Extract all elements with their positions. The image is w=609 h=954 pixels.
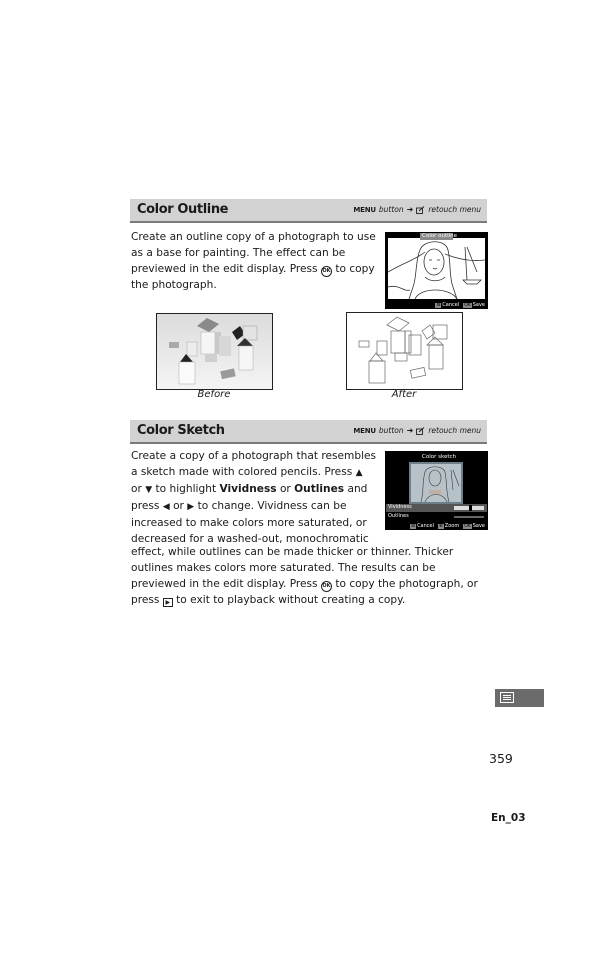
playback-button-icon: ▶: [163, 598, 173, 607]
vividness-slider-thumb[interactable]: [469, 505, 472, 511]
text-fragment: a sketch made with colored pencils. Press: [131, 466, 353, 478]
arrow-icon: ➜: [406, 205, 414, 214]
menu-button-label: MENU: [353, 426, 376, 435]
after-caption: After: [391, 389, 417, 400]
save-hint: [463, 523, 485, 529]
color-sketch-screen: [385, 451, 488, 530]
text-line: effect, while outlines can be made thicker or thinner. Thicker: [131, 546, 454, 558]
outlines-row[interactable]: [386, 513, 487, 521]
text-line: Create an outline copy of a photograph to use: [131, 231, 376, 243]
ok-button-icon: OK: [321, 581, 332, 592]
color-sketch-menu-path: [353, 426, 481, 435]
text-fragment: to exit to playback without creating a copy.: [176, 594, 406, 606]
text-fragment: press: [131, 594, 160, 606]
retouch-menu-label: retouch menu: [428, 205, 481, 214]
color-outline-screen: [385, 232, 488, 309]
color-sketch-screen-title: Color sketch: [422, 454, 457, 460]
page-number: 359: [489, 751, 513, 766]
save-hint: [463, 302, 485, 308]
color-sketch-description-full: [131, 544, 491, 608]
text-line: the photograph.: [131, 279, 217, 291]
save-label: Save: [472, 523, 485, 529]
retouch-menu-label: retouch menu: [428, 426, 481, 435]
retouch-menu-icon: [416, 206, 425, 214]
after-photo: [346, 312, 463, 390]
vividness-label: Vividness: [388, 504, 412, 510]
text-fragment: previewed in the edit display. Press: [131, 578, 318, 590]
before-photo: [156, 313, 273, 390]
cancel-label: Cancel: [442, 302, 460, 308]
ok-button-icon: OK: [464, 524, 471, 529]
vividness-slider[interactable]: [454, 506, 484, 510]
before-caption: Before: [197, 389, 231, 400]
text-line: as a base for painting. The effect can be: [131, 247, 346, 259]
retouch-menu-icon: [416, 427, 425, 435]
color-outline-title: Color Outline: [137, 202, 229, 217]
color-sketch-header: [130, 420, 487, 444]
save-label: Save: [472, 302, 485, 308]
text-fragment: or: [279, 483, 291, 495]
text-fragment: or: [173, 500, 184, 512]
outlines-term: Outlines: [294, 483, 345, 495]
cancel-hint: [410, 523, 434, 529]
vividness-term: Vividness: [219, 483, 277, 495]
menu-button-word: button: [378, 205, 404, 214]
ok-button-icon: OK: [464, 303, 471, 308]
menu-button-label: MENU: [353, 205, 376, 214]
document-code: En_03: [491, 812, 526, 824]
cancel-button-icon: ⊟: [436, 303, 441, 308]
text-line: increased to make colors more saturated, or: [131, 517, 367, 529]
text-fragment: to copy: [335, 263, 375, 275]
text-line: [131, 592, 491, 608]
text-line: outlines makes colors more saturated. The results can be: [131, 562, 436, 574]
cancel-hint: [435, 302, 459, 308]
text-fragment: to highlight: [155, 483, 217, 495]
outlines-label: Outlines: [388, 513, 409, 519]
left-arrow-icon: ◀: [162, 502, 170, 512]
outlines-slider[interactable]: [454, 516, 484, 518]
color-sketch-description-wrapped: [131, 448, 381, 547]
arrow-icon: ➜: [406, 426, 414, 435]
text-line: [131, 498, 381, 515]
text-line: [131, 261, 381, 277]
zoom-hint: [438, 523, 459, 529]
blocks-outline-image: [347, 313, 462, 389]
color-outline-screen-footer: [435, 302, 485, 308]
text-fragment: and: [347, 483, 368, 495]
text-fragment: or: [131, 483, 142, 495]
text-fragment: previewed in the edit display. Press: [131, 263, 318, 275]
zoom-label: Zoom: [444, 523, 460, 529]
color-sketch-title: Color Sketch: [137, 423, 225, 438]
color-outline-description: [131, 229, 381, 293]
cancel-button-icon: ⊟: [411, 524, 416, 529]
text-line: decreased for a washed-out, monochromatic: [131, 533, 369, 545]
down-arrow-icon: ▼: [145, 485, 153, 495]
color-sketch-screen-footer: [410, 523, 485, 529]
up-arrow-icon: ▲: [355, 468, 363, 478]
menu-list-icon: [500, 692, 514, 703]
sketch-portrait-image: [409, 462, 463, 504]
ok-button-icon: OK: [321, 266, 332, 277]
cancel-label: Cancel: [417, 523, 435, 529]
text-line: [131, 576, 491, 592]
text-line: [131, 464, 381, 481]
menu-guide-tab: [495, 689, 544, 707]
outline-portrait-image: [385, 232, 488, 309]
text-fragment: to copy the photograph, or: [335, 578, 478, 590]
text-line: Create a copy of a photograph that resembles: [131, 450, 377, 462]
color-outline-header: [130, 199, 487, 223]
color-outline-menu-path: [353, 205, 481, 214]
blocks-photo-image: [157, 314, 272, 389]
text-fragment: press: [131, 500, 160, 512]
zoom-button-icon: ⊕: [439, 524, 443, 529]
menu-button-word: button: [378, 426, 404, 435]
right-arrow-icon: ▶: [187, 502, 195, 512]
vividness-row[interactable]: [386, 504, 487, 512]
color-outline-screen-title: Color outline: [422, 233, 458, 239]
text-fragment: to change. Vividness can be: [197, 500, 347, 512]
text-line: [131, 481, 381, 498]
